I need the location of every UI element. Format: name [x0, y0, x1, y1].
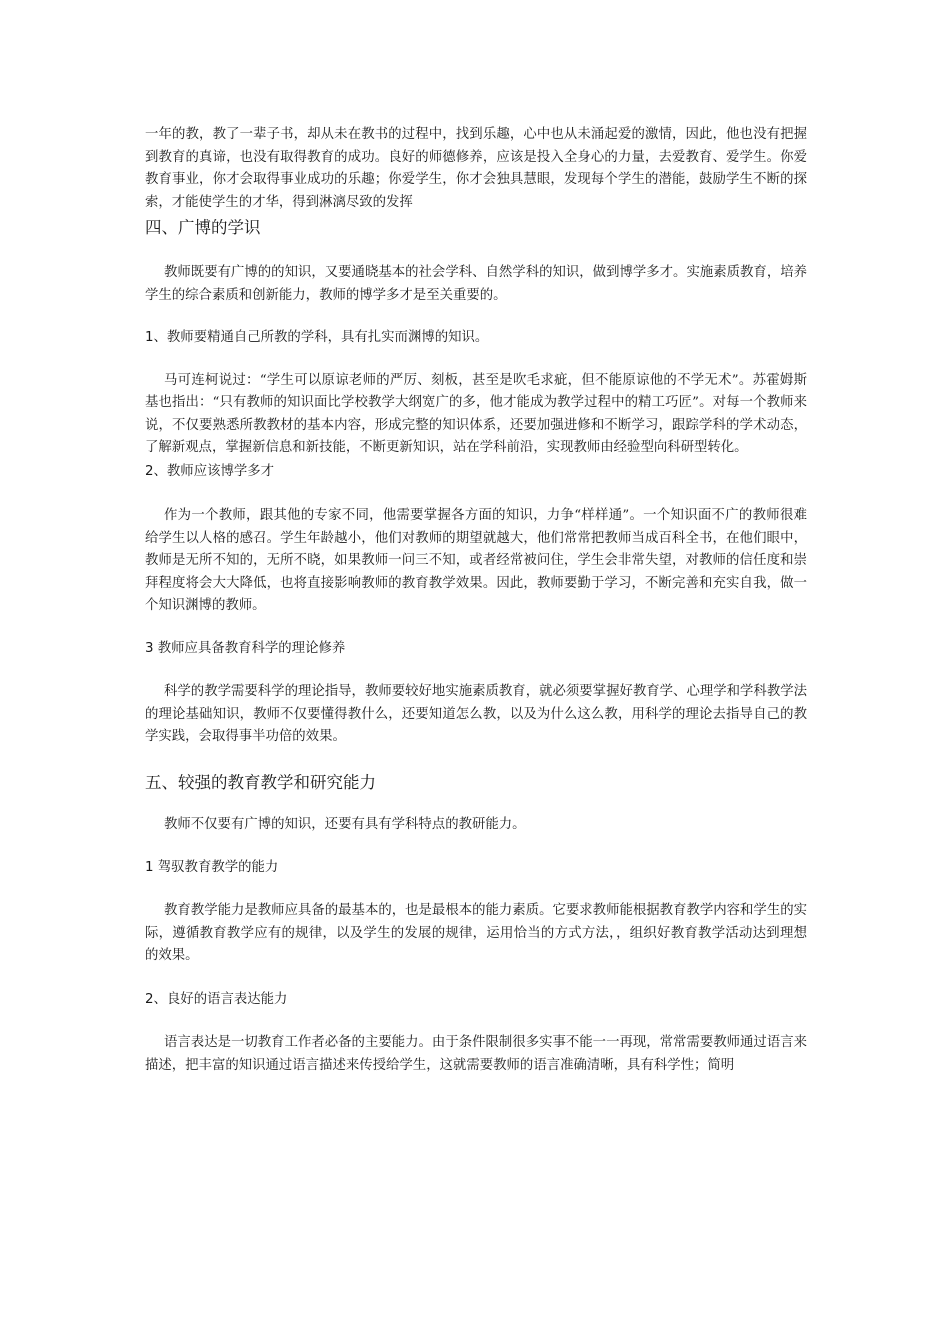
subheading-4-2: 2、教师应该博学多才 — [145, 463, 275, 479]
paragraph-4-1: 马可连柯说过：“学生可以原谅老师的严厉、刻板，甚至是吹毛求疵，但不能原谅他的不学无术”。苏霍姆斯基也指出：“只有教师的知识面比学校教学大纲宽广的多，他才能成为教学过程中的精工巧匠”。对每一个教师来说，不仅要熟悉所教教材的基本内容，形成完整的知识体系，还要加强进修和不断学习，跟踪学科的学术动态，了解新观点，掌握新信息和新技能，不断更新知识，站在学科前沿，实现教师由经验型向科研型转化。 — [145, 372, 807, 456]
subheading-4-1: 1、教师要精通自己所教的学科，具有扎实而渊博的知识。 — [145, 329, 489, 345]
paragraph-4-2: 作为一个教师，跟其他的专家不同，他需要掌握各方面的知识，力争“样样通”。一个知识面不广的教师很难给学生以人格的感召。学生年龄越小，他们对教师的期望就越大，他们常常把教师当成百科全书，在他们眼中，教师是无所不知的，无所不晓，如果教师一问三不知，或者经常被问住，学生会非常失望，对教师的信任度和崇拜程度将会大大降低，也将直接影响教师的教育教学效果。因此，教师要勤于学习，不断完善和充实自我，做一个知识渊博的教师。 — [145, 507, 807, 614]
section-heading-5: 五、较强的教育教学和研究能力 — [145, 772, 376, 792]
subheading-5-1: 1 驾驭教育教学的能力 — [145, 860, 279, 876]
paragraph-4-intro: 教师既要有广博的的知识，又要通晓基本的社会学科、自然学科的知识，做到博学多才。实施素质教育，培养学生的综合素质和创新能力，教师的博学多才是至关重要的。 — [145, 265, 807, 303]
paragraph-5-2: 语言表达是一切教育工作者必备的主要能力。由于条件限制很多实事不能一一再现，常常需要教师通过语言来描述，把丰富的知识通过语言描述来传授给学生，这就需要教师的语言准确清晰，具有科学性；简明 — [145, 1035, 807, 1073]
paragraph-4-3: 科学的教学需要科学的理论指导，教师要较好地实施素质教育，就必须要掌握好教育学、心理学和学科教学法的理论基础知识，教师不仅要懂得教什么，还要知道怎么教，以及为什么这么教，用科学的理论去指导自己的教学实践，会取得事半功倍的效果。 — [145, 683, 807, 745]
subheading-5-2: 2、良好的语言表达能力 — [145, 992, 288, 1008]
paragraph-5-1: 教育教学能力是教师应具备的最基本的，也是最根本的能力素质。它要求教师能根据教育教学内容和学生的实际，遵循教育教学应有的规律，以及学生的发展的规律，运用恰当的方式方法，，组织好教育教学活动达到理想的效果。 — [145, 903, 807, 964]
paragraph-intro: 一年的教，教了一辈子书，却从未在教书的过程中，找到乐趣，心中也从未涌起爱的激情，因此，他也没有把握到教育的真谛，也没有取得教育的成功。良好的师德修养，应该是投入全身心的力量，去爱教育、爱学生。你爱教育事业，你才会取得事业成功的乐趣；你爱学生，你才会独具慧眼，发现每个学生的潜能，鼓励学生不断的探索，才能使学生的才华，得到淋漓尽致的发挥 — [145, 127, 807, 210]
section-heading-4: 四、广博的学识 — [145, 218, 261, 238]
document-body — [145, 124, 807, 1077]
subheading-4-3: 3 教师应具备教育科学的理论修养 — [145, 640, 346, 656]
paragraph-5-intro: 教师不仅要有广博的知识，还要有具有学科特点的教研能力。 — [164, 816, 526, 832]
